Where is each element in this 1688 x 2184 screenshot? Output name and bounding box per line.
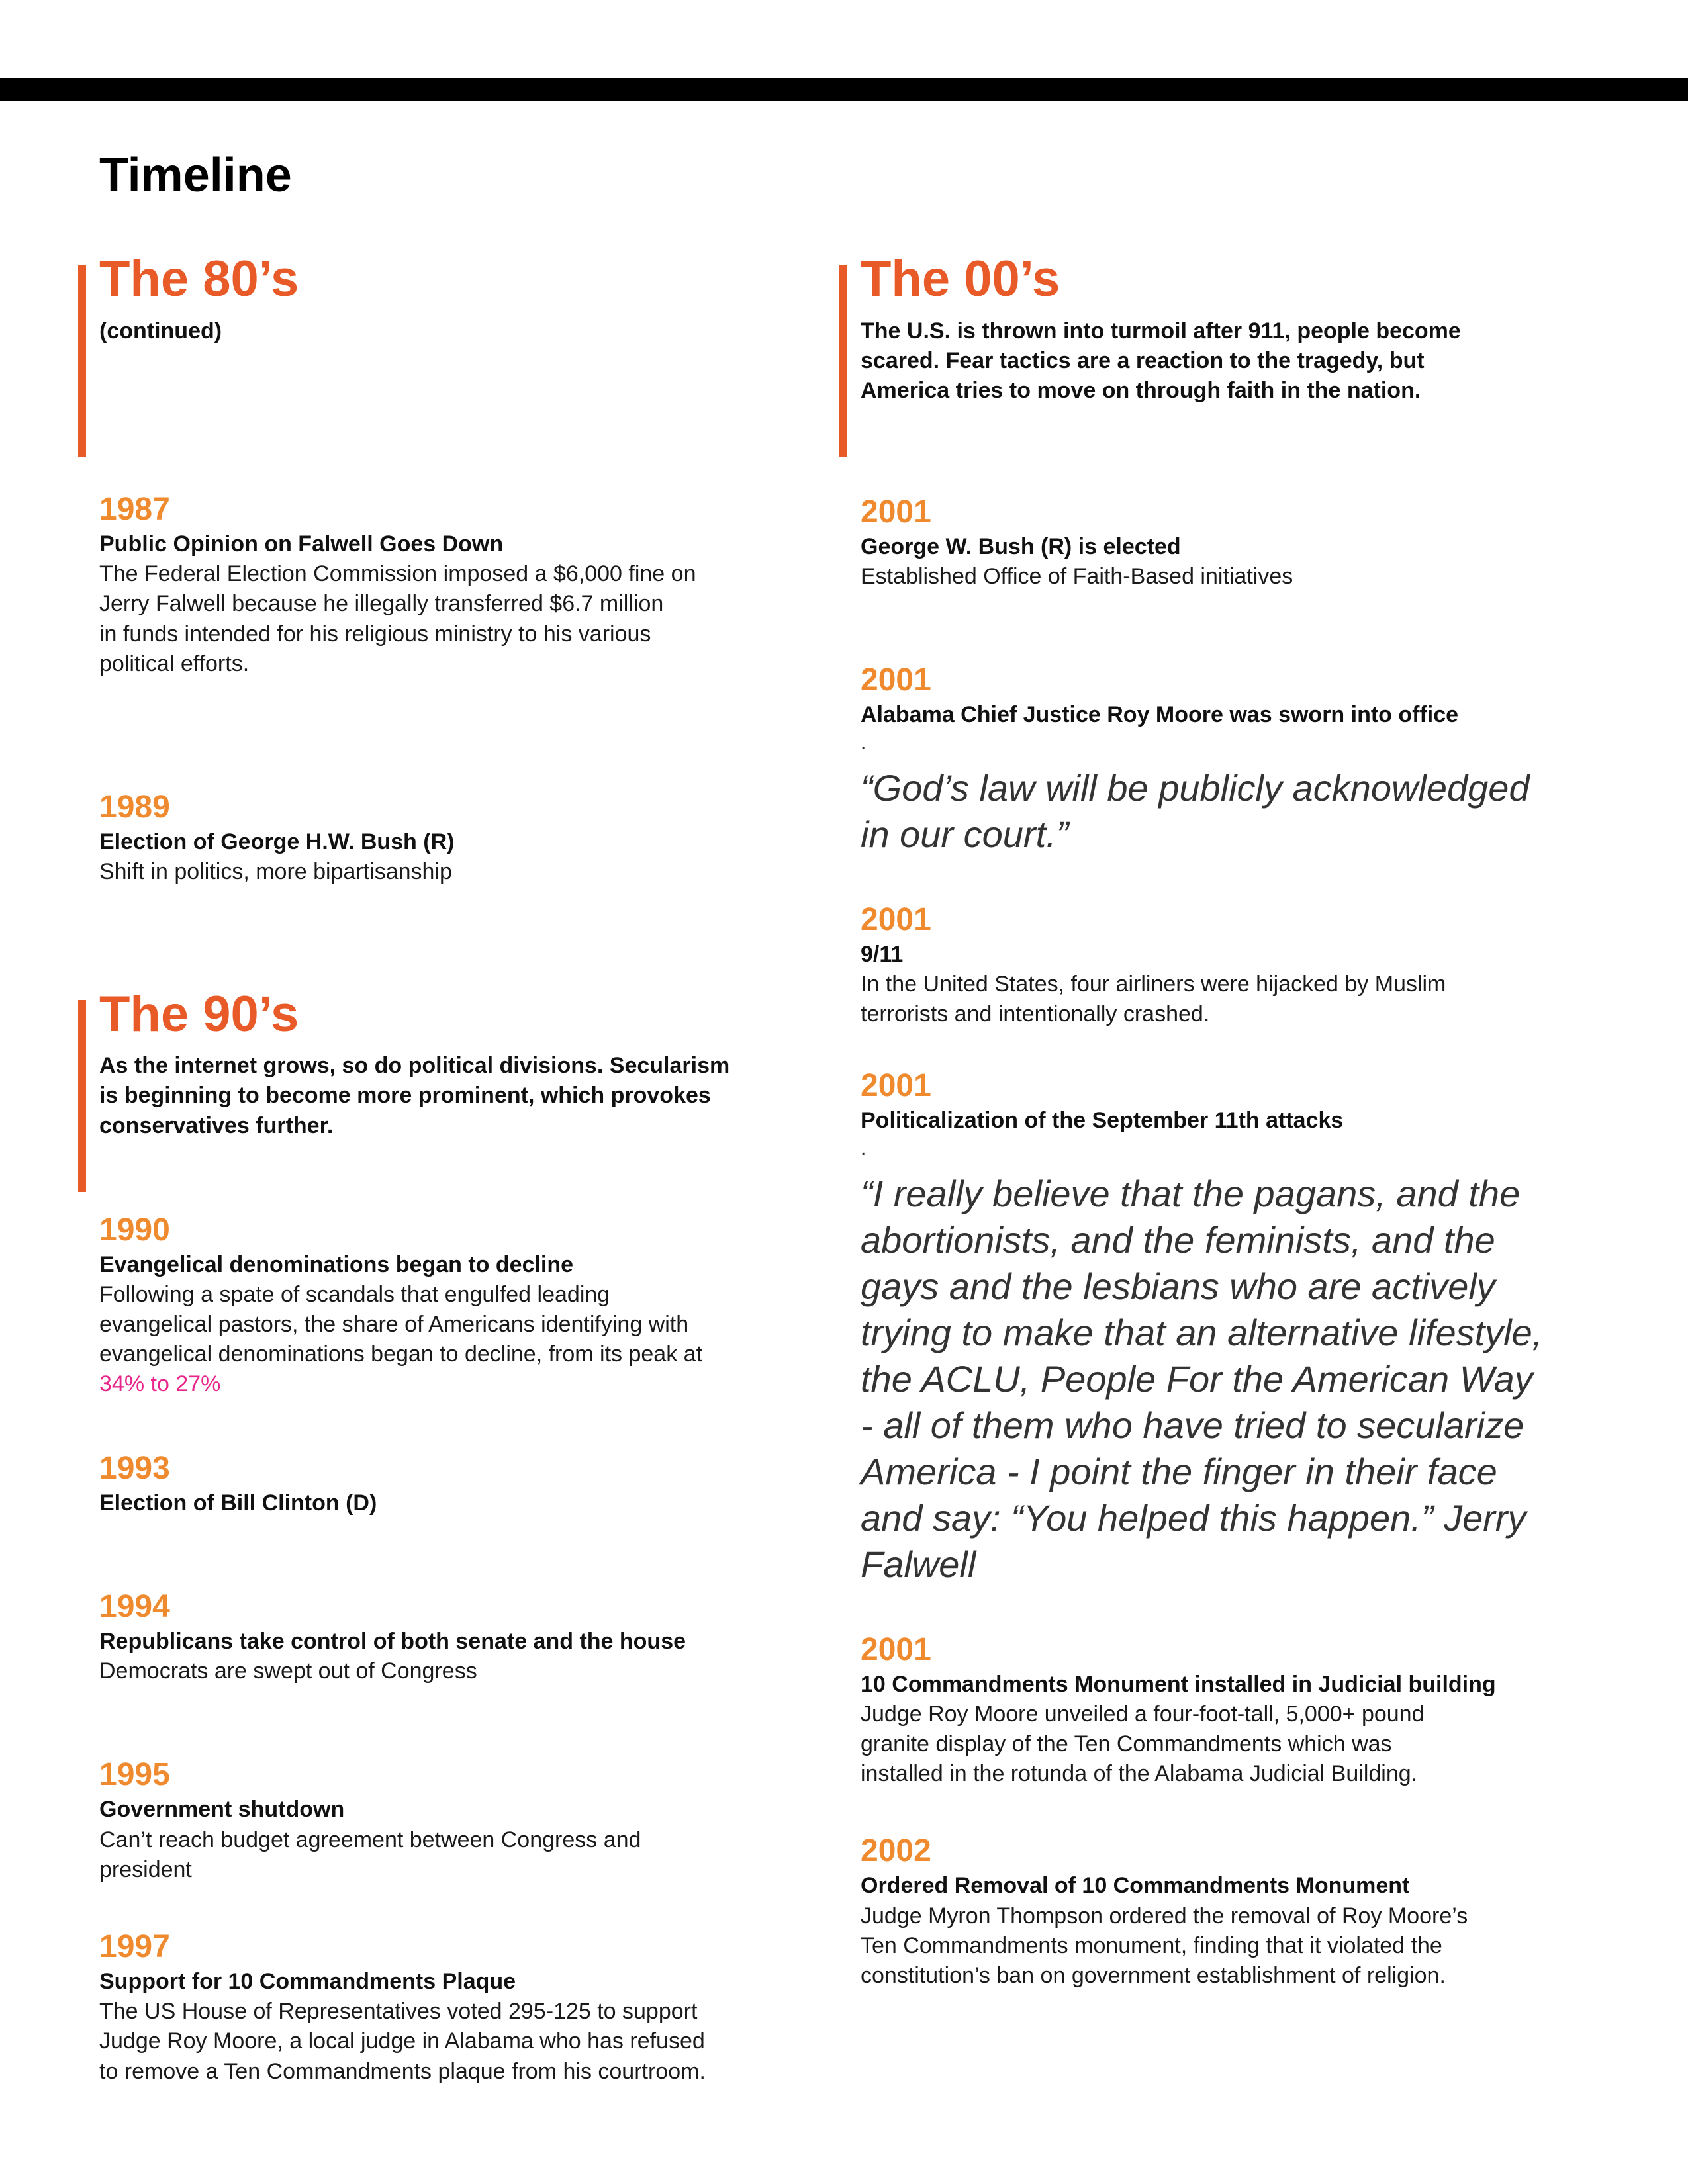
event-year: 2001 bbox=[861, 1068, 931, 1104]
event-desc-line: evangelical denominations began to decline, from its peak at bbox=[99, 1342, 703, 1367]
event-heading: 10 Commandments Monument installed in Judicial building bbox=[861, 1671, 1496, 1697]
event-desc-line: terrorists and intentionally crashed. bbox=[861, 1001, 1210, 1027]
top-rule bbox=[0, 78, 1688, 101]
event-desc-line: The Federal Election Commission imposed a $6,000 fine on bbox=[99, 561, 696, 587]
event-2001-moore bbox=[861, 664, 1595, 857]
event-heading: Election of Bill Clinton (D) bbox=[99, 1490, 377, 1516]
event-desc-line: In the United States, four airliners were hijacked by Muslim bbox=[861, 971, 1446, 997]
quote-line: - all of them who have tried to secularize bbox=[861, 1404, 1524, 1446]
quote-line: Falwell bbox=[861, 1543, 976, 1585]
page-title: Timeline bbox=[99, 149, 292, 202]
decade-title: The 90’s bbox=[99, 985, 299, 1042]
quote-line: gays and the lesbians who are actively bbox=[861, 1265, 1495, 1307]
event-heading: Politicalization of the September 11th attacks bbox=[861, 1108, 1344, 1134]
right-column bbox=[861, 251, 1595, 1991]
event-heading: Republicans take control of both senate and the house bbox=[99, 1628, 686, 1654]
event-quote bbox=[861, 1171, 1595, 1588]
left-column bbox=[99, 251, 841, 2087]
quote-line: “God’s law will be publicly acknowledged bbox=[861, 766, 1530, 809]
decade-accent-bar bbox=[78, 265, 86, 457]
event-year: 1987 bbox=[99, 492, 170, 527]
event-desc-line: Jerry Falwell because he illegally transferred $6.7 million bbox=[99, 591, 664, 617]
event-desc-line: Following a spate of scandals that engulfed leading bbox=[99, 1281, 610, 1307]
event-desc-line: political efforts. bbox=[99, 651, 250, 676]
event-2001-monument bbox=[861, 1631, 1595, 1790]
event-heading: George W. Bush (R) is elected bbox=[861, 534, 1181, 559]
event-1995 bbox=[99, 1759, 841, 1885]
event-year: 2001 bbox=[861, 1631, 931, 1667]
event-desc-line: The US House of Representatives voted 295-125 to support bbox=[99, 1999, 698, 2025]
event-2001-bush bbox=[861, 496, 1595, 592]
decade-intro-line: America tries to move on through faith in the nation. bbox=[861, 378, 1421, 404]
event-desc-line: Shift in politics, more bipartisanship bbox=[99, 859, 452, 885]
quote-line: abortionists, and the feminists, and the bbox=[861, 1218, 1495, 1261]
event-year: 1989 bbox=[99, 790, 170, 825]
event-desc-line: constitution’s ban on government establishment of religion. bbox=[861, 1963, 1446, 1989]
event-desc-line: granite display of the Ten Commandments which was bbox=[861, 1731, 1392, 1756]
event-dot: . bbox=[861, 1137, 867, 1160]
event-heading: Evangelical denominations began to decline bbox=[99, 1251, 574, 1277]
event-year: 1993 bbox=[99, 1450, 170, 1486]
event-desc-line: Judge Myron Thompson ordered the removal of Roy Moore’s bbox=[861, 1903, 1468, 1929]
event-desc-line: installed in the rotunda of the Alabama Judicial Building. bbox=[861, 1761, 1418, 1787]
event-2002-removal bbox=[861, 1835, 1595, 1991]
decade-intro-line: As the internet grows, so do political divisions. Secularism bbox=[99, 1053, 730, 1079]
quote-line: “I really believe that the pagans, and the bbox=[861, 1172, 1521, 1214]
event-year: 1995 bbox=[99, 1757, 170, 1793]
event-desc-line: Established Office of Faith-Based initiatives bbox=[861, 564, 1293, 590]
decade-intro-line: The U.S. is thrown into turmoil after 911, people become bbox=[861, 318, 1461, 343]
event-2001-911 bbox=[861, 901, 1595, 1030]
event-year: 2001 bbox=[861, 494, 931, 529]
event-year: 2001 bbox=[861, 901, 931, 937]
quote-line: the ACLU, People For the American Way bbox=[861, 1357, 1533, 1400]
event-quote bbox=[861, 765, 1595, 858]
event-1993 bbox=[99, 1450, 841, 1518]
event-heading: Government shutdown bbox=[99, 1797, 345, 1823]
decade-subtitle: (continued) bbox=[99, 318, 222, 343]
decade-accent-bar bbox=[839, 265, 847, 457]
event-1990 bbox=[99, 1214, 841, 1400]
decade-00s bbox=[861, 251, 1595, 470]
event-heading: Support for 10 Commandments Plaque bbox=[99, 1968, 516, 1994]
event-heading: 9/11 bbox=[861, 941, 904, 967]
event-2001-politicalization bbox=[861, 1070, 1595, 1587]
event-desc-line: Judge Roy Moore, a local judge in Alabama who has refused bbox=[99, 2028, 705, 2054]
event-year: 1994 bbox=[99, 1588, 170, 1624]
decade-title: The 80’s bbox=[99, 251, 299, 307]
decade-title: The 00’s bbox=[861, 251, 1060, 307]
quote-line: America - I point the finger in their face bbox=[861, 1450, 1497, 1492]
event-1997 bbox=[99, 1931, 841, 2087]
event-desc-line: evangelical pastors, the share of Americans identifying with bbox=[99, 1311, 689, 1337]
decade-intro bbox=[99, 1051, 841, 1141]
event-desc-line: president bbox=[99, 1856, 192, 1882]
event-dot: . bbox=[861, 731, 867, 754]
event-heading: Election of George H.W. Bush (R) bbox=[99, 829, 455, 855]
event-highlight: 34% to 27% bbox=[99, 1371, 221, 1397]
event-heading: Public Opinion on Falwell Goes Down bbox=[99, 531, 504, 557]
event-heading: Ordered Removal of 10 Commandments Monument bbox=[861, 1873, 1410, 1899]
event-desc-line: Judge Roy Moore unveiled a four-foot-tall, 5,000+ pound bbox=[861, 1701, 1425, 1727]
decade-accent-bar bbox=[78, 1000, 86, 1192]
decade-intro-line: scared. Fear tactics are a reaction to the tragedy, but bbox=[861, 347, 1425, 373]
event-1994 bbox=[99, 1588, 841, 1686]
event-year: 2001 bbox=[861, 662, 931, 698]
event-desc-line: Can’t reach budget agreement between Congress and bbox=[99, 1827, 641, 1852]
quote-line: in our court.” bbox=[861, 813, 1069, 855]
event-year: 1990 bbox=[99, 1212, 170, 1248]
event-year: 1997 bbox=[99, 1929, 170, 1964]
quote-line: and say: “You helped this happen.” Jerry bbox=[861, 1496, 1526, 1539]
event-year: 2002 bbox=[861, 1833, 931, 1869]
decade-80s bbox=[99, 251, 841, 470]
quote-line: trying to make that an alternative lifestyle, bbox=[861, 1311, 1543, 1353]
event-desc-line: in funds intended for his religious ministry to his various bbox=[99, 621, 651, 647]
event-1987 bbox=[99, 494, 841, 679]
event-heading: Alabama Chief Justice Roy Moore was sworn into office bbox=[861, 702, 1459, 728]
decade-intro bbox=[861, 316, 1595, 406]
event-desc-line: to remove a Ten Commandments plaque from his courtroom. bbox=[99, 2058, 706, 2084]
decade-intro-line: is beginning to become more prominent, which provokes bbox=[99, 1083, 711, 1109]
event-desc-line: Ten Commandments monument, finding that it violated the bbox=[861, 1933, 1442, 1958]
decade-intro-line: conservatives further. bbox=[99, 1113, 334, 1138]
event-1989 bbox=[99, 792, 841, 887]
event-desc-line: Democrats are swept out of Congress bbox=[99, 1659, 477, 1684]
decade-90s bbox=[99, 987, 841, 1192]
